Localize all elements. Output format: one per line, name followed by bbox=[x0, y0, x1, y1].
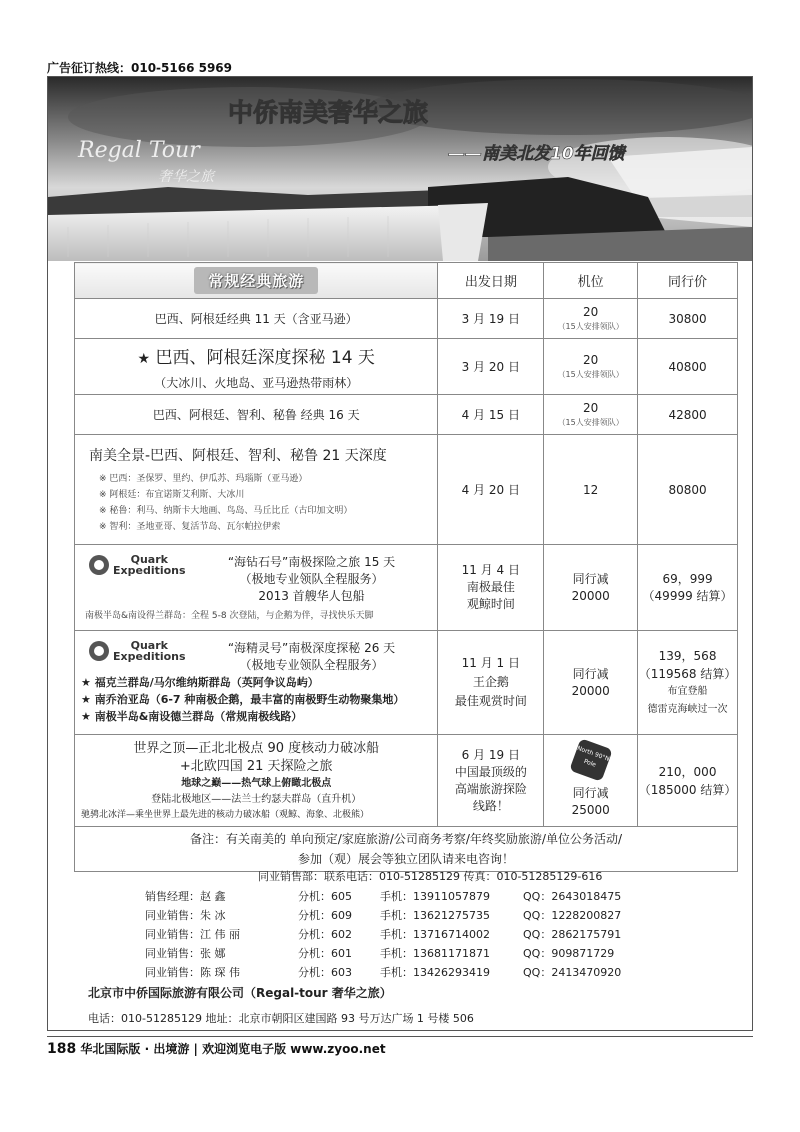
contact-role: 同业销售：朱 冰 bbox=[145, 909, 226, 922]
route-cell bbox=[75, 545, 438, 631]
route-head bbox=[75, 554, 437, 605]
seat-count: 12 bbox=[544, 435, 638, 545]
departure-date: 3 月 19 日 bbox=[438, 299, 544, 339]
route-cell bbox=[75, 435, 438, 545]
sales-dept-contact: 同业销售部：联系电话：010-51285129 传真：010-51285129-616 bbox=[258, 870, 603, 883]
route-highlight: ★ 南乔治亚岛（6-7 种南极企鹅，最丰富的南极野生动物聚集地） bbox=[81, 693, 405, 706]
seat-value: 20000 bbox=[571, 588, 610, 603]
date-cell bbox=[438, 545, 544, 631]
banner-image bbox=[48, 77, 752, 261]
route-detail: ※ 阿根廷：布宜诺斯艾利斯、大冰川 bbox=[99, 489, 245, 500]
contact-mobile: 手机：13621275735 bbox=[380, 909, 490, 922]
company-address: 电话：010-51285129 地址：北京市朝阳区建国路 93 号万达广场 1 号楼 506 bbox=[88, 1012, 474, 1025]
header-date: 出发日期 bbox=[438, 263, 544, 299]
price-settlement: （49999 结算） bbox=[642, 588, 733, 603]
seat-cell bbox=[544, 631, 638, 735]
seat-count: 20 bbox=[583, 353, 599, 367]
price: 30800 bbox=[638, 299, 738, 339]
price-cell bbox=[638, 631, 738, 735]
contact-ext: 分机：603 bbox=[298, 966, 352, 979]
route-line: （极地专业领队全程服务） bbox=[239, 658, 384, 672]
route-name: 巴西、阿根廷深度探秘 14 天 bbox=[155, 347, 375, 368]
price-cell bbox=[638, 545, 738, 631]
route-line: 登陆北极地区——法兰士约瑟夫群岛（直升机） bbox=[151, 793, 362, 805]
table-row bbox=[75, 395, 738, 435]
remark-line: 备注：有关南美的 单向预定/家庭旅游/公司商务考察/年终奖励旅游/单位公务活动/ bbox=[189, 832, 623, 846]
seat-label: 同行减 bbox=[572, 785, 609, 800]
seat-cell bbox=[544, 395, 638, 435]
contact-qq: QQ：2643018475 bbox=[523, 890, 622, 903]
date-note: 高端旅游探险 bbox=[454, 781, 527, 796]
price-settlement: （119568 结算） bbox=[638, 666, 737, 681]
remark-box bbox=[74, 826, 738, 872]
seat-cell bbox=[544, 545, 638, 631]
departure-date: 4 月 20 日 bbox=[438, 435, 544, 545]
banner-title: 中侨南美奢华之旅 bbox=[228, 98, 429, 127]
route-note: 南极半岛&南设得兰群岛：全程 5-8 次登陆，与企鹅为伴，寻找快乐天脚 bbox=[85, 611, 374, 621]
route-line: 驰骋北冰洋—乘坐世界上最先进的核动力破冰船（观鲸、海象、北极熊） bbox=[81, 809, 370, 820]
brand-logo-en: Regal Tour bbox=[78, 138, 200, 163]
seat-cell bbox=[544, 735, 638, 827]
contact-qq: QQ：2413470920 bbox=[523, 966, 622, 979]
quark-logo: Quark Expeditions bbox=[89, 554, 186, 576]
ad-hotline: 广告征订热线：010-5166 5969 bbox=[47, 61, 233, 75]
contact-qq: QQ：909871729 bbox=[523, 947, 615, 960]
route-cell bbox=[75, 631, 438, 735]
price-settlement: （185000 结算） bbox=[638, 782, 737, 797]
seat-note: （15人安排领队） bbox=[557, 418, 624, 427]
quark-icon bbox=[89, 555, 109, 575]
star-icon: ★ bbox=[137, 350, 151, 367]
remark-line: 参加（观）展会等独立团队请来电咨询！ bbox=[297, 852, 514, 866]
seat-cell bbox=[544, 299, 638, 339]
route-text bbox=[186, 554, 438, 605]
contact-mobile: 手机：13426293419 bbox=[380, 966, 490, 979]
route-name: 南美全景-巴西、阿根廷、智利、秘鲁 21 天深度 bbox=[89, 447, 387, 464]
brand-logo-cn: 奢华之旅 bbox=[158, 169, 214, 185]
price-cell bbox=[638, 735, 738, 827]
departure-date: 11 月 1 日 bbox=[461, 656, 521, 670]
route-cell bbox=[75, 339, 438, 395]
departure-date: 4 月 15 日 bbox=[438, 395, 544, 435]
contact-qq: QQ：1228200827 bbox=[523, 909, 622, 922]
seat-value: 25000 bbox=[571, 802, 610, 817]
seat-cell bbox=[544, 339, 638, 395]
contact-role: 同业销售：江 伟 丽 bbox=[145, 928, 240, 941]
section-label: 常规经典旅游 bbox=[194, 267, 318, 294]
seat-count: 20 bbox=[583, 401, 599, 415]
remark-cell bbox=[75, 827, 738, 872]
date-note: 中国最顶级的 bbox=[454, 764, 527, 779]
contact-role: 销售经理：赵 鑫 bbox=[145, 890, 226, 903]
route-line: +北欧四国 21 天探险之旅 bbox=[179, 758, 333, 774]
seat-label: 同行减 bbox=[572, 571, 609, 586]
route-name: 巴西、阿根廷、智利、秘鲁 经典 16 天 bbox=[75, 395, 438, 435]
table-row bbox=[75, 299, 738, 339]
tour-price-table bbox=[74, 262, 738, 827]
section-label-cell bbox=[75, 263, 438, 299]
route-line: 2013 首艘华人包船 bbox=[258, 589, 365, 603]
price-note: 德雷克海峡过一次 bbox=[647, 703, 728, 715]
contact-role: 同业销售：张 娜 bbox=[145, 947, 226, 960]
price: 40800 bbox=[638, 339, 738, 395]
route-text bbox=[186, 640, 438, 674]
route-line: （极地专业领队全程服务） bbox=[239, 572, 384, 586]
route-name: 世界之顶—正北北极点 90 度核动力破冰船 bbox=[133, 740, 380, 756]
route-detail: ※ 智利：圣地亚哥、复活节岛、瓦尔帕拉伊索 bbox=[99, 521, 281, 532]
route-name: “海精灵号”南极深度探秘 26 天 bbox=[227, 641, 396, 655]
route-title bbox=[75, 343, 437, 368]
route-line: 地球之巅——热气球上俯瞰北极点 bbox=[181, 777, 332, 789]
route-subtitle: （大冰川、火地岛、亚马逊热带雨林） bbox=[154, 375, 359, 390]
route-name: 巴西、阿根廷经典 11 天（含亚马逊） bbox=[75, 299, 438, 339]
quark-logo: Quark Expeditions bbox=[89, 640, 186, 662]
route-head bbox=[75, 640, 437, 674]
header-price: 同行价 bbox=[638, 263, 738, 299]
date-cell bbox=[438, 735, 544, 827]
seat-note: （15人安排领队） bbox=[557, 370, 624, 379]
table-row bbox=[75, 435, 738, 545]
page-footer bbox=[47, 1040, 386, 1057]
seat-label: 同行减 bbox=[572, 666, 609, 681]
contact-ext: 分机：605 bbox=[298, 890, 352, 903]
date-note: 南极最佳 bbox=[466, 580, 515, 594]
contact-mobile: 手机：13681171871 bbox=[380, 947, 490, 960]
date-note: 线路！ bbox=[472, 798, 509, 813]
seat-note: （15人安排领队） bbox=[557, 322, 624, 331]
departure-date: 11 月 4 日 bbox=[461, 563, 521, 577]
seat-value: 20000 bbox=[571, 683, 610, 698]
contact-ext: 分机：602 bbox=[298, 928, 352, 941]
route-cell bbox=[75, 735, 438, 827]
footer-divider bbox=[47, 1036, 753, 1037]
page-number: 188 bbox=[47, 1041, 77, 1057]
departure-date: 6 月 19 日 bbox=[461, 747, 521, 762]
table-header-row bbox=[75, 263, 738, 299]
contact-mobile: 手机：13911057879 bbox=[380, 890, 490, 903]
footer-text: 华北国际版 · 出境游 | 欢迎浏览电子版 www.zyoo.net bbox=[80, 1042, 386, 1056]
contact-mobile: 手机：13716714002 bbox=[380, 928, 490, 941]
header-seat: 机位 bbox=[544, 263, 638, 299]
price: 69，999 bbox=[662, 571, 713, 586]
table-row bbox=[75, 735, 738, 827]
contact-ext: 分机：601 bbox=[298, 947, 352, 960]
price: 139，568 bbox=[658, 648, 717, 663]
route-detail: ※ 秘鲁：利马、纳斯卡大地画、鸟岛、马丘比丘（古印加文明） bbox=[99, 505, 353, 516]
price-note: 布宜登船 bbox=[667, 685, 708, 697]
quark-icon bbox=[89, 641, 109, 661]
departure-date: 3 月 20 日 bbox=[438, 339, 544, 395]
company-name: 北京市中侨国际旅游有限公司（Regal-tour 奢华之旅） bbox=[88, 986, 392, 1000]
banner bbox=[48, 77, 752, 261]
table-row bbox=[75, 631, 738, 735]
price: 210，000 bbox=[658, 764, 717, 779]
contact-qq: QQ：2862175791 bbox=[523, 928, 622, 941]
price: 80800 bbox=[638, 435, 738, 545]
route-highlight: ★ 福克兰群岛/马尔维纳斯群岛（英阿争议岛屿） bbox=[81, 676, 319, 689]
route-detail: ※ 巴西：圣保罗、里约、伊瓜苏、玛瑙斯（亚马逊） bbox=[99, 473, 308, 484]
date-note: 最佳观赏时间 bbox=[454, 694, 527, 708]
north-pole-badge-icon: North 90°N Pole bbox=[569, 738, 613, 782]
seat-count: 20 bbox=[583, 305, 599, 319]
route-name: “海钻石号”南极探险之旅 15 天 bbox=[227, 555, 396, 569]
contact-role: 同业销售：陈 琛 伟 bbox=[145, 966, 240, 979]
banner-subtitle: ——南美北发10年回馈 bbox=[448, 144, 625, 164]
price: 42800 bbox=[638, 395, 738, 435]
route-highlight: ★ 南极半岛&南设德兰群岛（常规南极线路） bbox=[81, 710, 303, 723]
date-note: 观鲸时间 bbox=[466, 597, 515, 611]
contact-ext: 分机：609 bbox=[298, 909, 352, 922]
date-cell bbox=[438, 631, 544, 735]
table-row bbox=[75, 339, 738, 395]
date-note: 王企鹅 bbox=[472, 675, 509, 689]
table-row bbox=[75, 545, 738, 631]
